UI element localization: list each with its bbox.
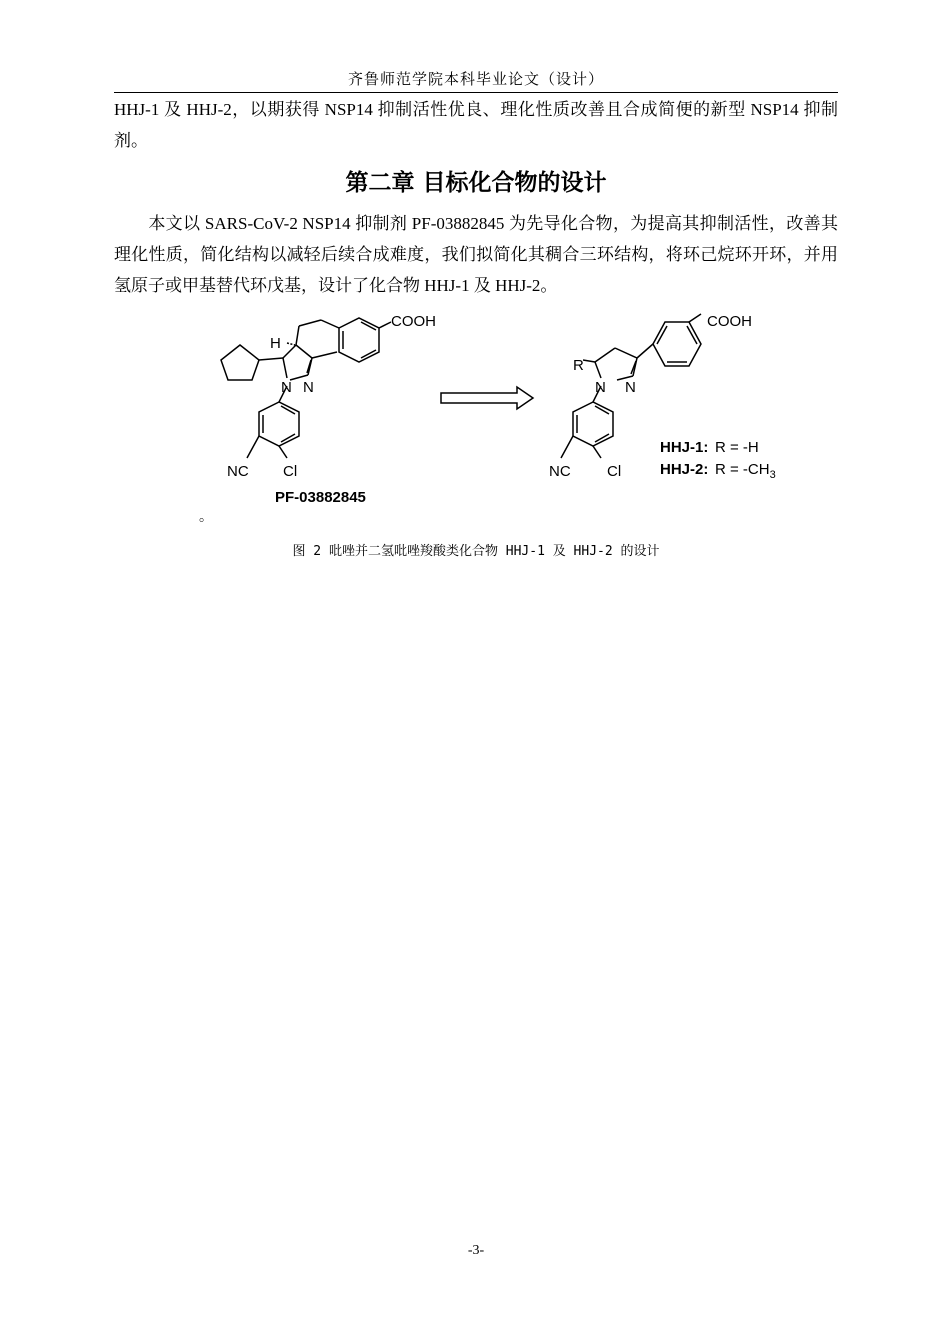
hhj2-label: HHJ-2: (660, 461, 709, 478)
transformation-arrow (441, 387, 533, 409)
hhj1-label: HHJ-1: (660, 439, 709, 456)
left-nc-label: NC (227, 463, 249, 480)
trailing-period: 。 (199, 509, 213, 525)
hhj2-value-prefix: R = -CH (715, 461, 770, 478)
left-compound-name: PF-03882845 (275, 489, 366, 506)
right-nc-label: NC (549, 463, 571, 480)
right-r-label: R (573, 357, 584, 374)
design-scheme-figure (195, 300, 795, 515)
chapter-title: 第二章 目标化合物的设计 (345, 170, 607, 196)
page-header: 齐鲁师范学院本科毕业论文（设计） (114, 68, 838, 93)
left-cl-label: Cl (283, 463, 298, 480)
figure-caption: 图 2 吡唑并二氢吡唑羧酸类化合物 HHJ-1 及 HHJ-2 的设计 (292, 544, 660, 559)
paragraph-design-text: 本文以 SARS-CoV-2 NSP14 抑制剂 PF-03882845 为先导化合物，为提高其抑制活性，改善其理化性质，简化结构以减轻后续合成难度，我们拟简化其稠合三环结构，将环己烷环开环，并用氢原子或甲基替代环戊基，设计了化合物 HHJ-1 及 HHJ-2。 (114, 214, 838, 295)
hhj2-value (715, 461, 776, 481)
hhj1-value: R = -H (715, 439, 759, 456)
right-cl-label: Cl (607, 463, 622, 480)
right-n1-label: N (595, 379, 606, 396)
page-number: -3- (467, 1243, 485, 1258)
left-n1-label: N (281, 379, 292, 396)
left-cooh-label: COOH (391, 313, 436, 330)
left-h-label: H (270, 335, 281, 352)
hhj2-value-subscript: 3 (769, 469, 776, 481)
left-n2-label: N (303, 379, 314, 396)
paragraph-design (114, 208, 838, 301)
right-n2-label: N (625, 379, 636, 396)
right-cooh-label: COOH (707, 313, 752, 330)
paragraph-intro-continuation: HHJ-1 及 HHJ-2，以期获得 NSP14 抑制活性优良、理化性质改善且合成简便的新型 NSP14 抑制剂。 (114, 100, 838, 150)
